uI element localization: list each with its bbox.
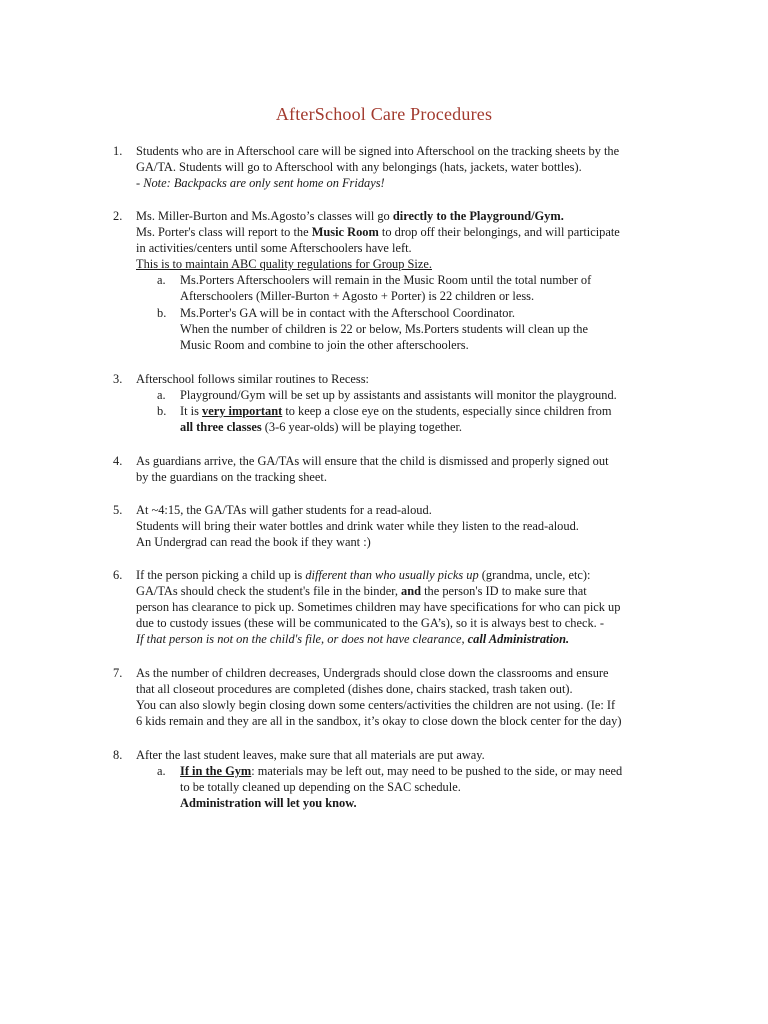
item-number: 4. — [113, 454, 123, 468]
item-text: Afterschool follows similar routines to Recess: — [136, 372, 369, 386]
item-text: in activities/centers until some Afterschoolers have left. — [136, 241, 412, 255]
item-text: You can also slowly begin closing down some centers/activities the children are not using. (Ie: If — [136, 698, 616, 712]
item-text: If that person is not on the child's file, or does not have clearance, call Administration. — [136, 632, 570, 646]
item-text: Ms. Miller-Burton and Ms.Agosto’s classes will go directly to the Playground/Gym. — [136, 209, 564, 223]
item-text: As guardians arrive, the GA/TAs will ensure that the child is dismissed and properly signed out — [136, 454, 609, 468]
sub-item-text: Ms.Porters Afterschoolers will remain in the Music Room until the total number of — [180, 273, 592, 287]
sub-item-text: If in the Gym: materials may be left out, may need to be pushed to the side, or may need — [180, 764, 623, 778]
item-text: GA/TA. Students will go to Afterschool with any belongings (hats, jackets, water bottles). — [136, 160, 582, 174]
sub-item-label: a. — [157, 273, 166, 287]
item-text: As the number of children decreases, Undergrads should close down the classrooms and ensure — [136, 666, 609, 680]
sub-item-text: to be totally cleaned up depending on the SAC schedule. — [180, 780, 461, 794]
item-text: that all closeout procedures are completed (dishes done, chairs stacked, trash taken out). — [136, 682, 573, 696]
item-text: 6 kids remain and they are all in the sandbox, it’s okay to close down the block center for the day) — [136, 714, 622, 728]
item-text: person has clearance to pick up. Sometimes children may have specifications for who can pick up — [136, 600, 621, 614]
item-number: 7. — [113, 666, 123, 680]
item-number: 3. — [113, 372, 123, 386]
item-number: 1. — [113, 144, 123, 158]
item-number: 8. — [113, 748, 123, 762]
item-note: - Note: Backpacks are only sent home on Fridays! — [136, 176, 385, 190]
item-number: 2. — [113, 209, 123, 223]
item-number: 5. — [113, 503, 123, 517]
item-number: 6. — [113, 568, 123, 582]
item-text: due to custody issues (these will be communicated to the GA’s), so it is always best to check. - — [136, 616, 604, 630]
sub-item-label: b. — [157, 306, 167, 320]
item-text: by the guardians on the tracking sheet. — [136, 470, 327, 484]
page-title: AfterSchool Care Procedures — [275, 104, 493, 124]
sub-item-text: Playground/Gym will be set up by assistants and assistants will monitor the playground. — [180, 388, 617, 402]
item-text: Students who are in Afterschool care will be signed into Afterschool on the tracking sheets by the — [136, 144, 620, 158]
sub-item-text: It is very important to keep a close eye on the students, especially since children from — [180, 404, 612, 418]
sub-item-label: a. — [157, 764, 166, 778]
sub-item-label: a. — [157, 388, 166, 402]
sub-item-text: all three classes (3-6 year-olds) will be playing together. — [180, 420, 463, 434]
item-text: This is to maintain ABC quality regulations for Group Size. — [136, 257, 432, 271]
item-text: Ms. Porter's class will report to the Music Room to drop off their belongings, and will participate — [136, 225, 620, 239]
sub-item-text: Ms.Porter's GA will be in contact with the Afterschool Coordinator. — [180, 306, 516, 320]
item-text: Students will bring their water bottles and drink water while they listen to the read-aloud. — [136, 519, 579, 533]
item-text: GA/TAs should check the student's file in the binder, and the person's ID to make sure that — [136, 584, 587, 598]
sub-item-text: When the number of children is 22 or below, Ms.Porters students will clean up the — [180, 322, 589, 336]
item-text: If the person picking a child up is different than who usually picks up (grandma, uncle, etc): — [136, 568, 591, 582]
item-text: After the last student leaves, make sure that all materials are put away. — [136, 748, 485, 762]
item-text: At ~4:15, the GA/TAs will gather students for a read-aloud. — [136, 503, 432, 517]
sub-item-text: Music Room and combine to join the other afterschoolers. — [180, 338, 469, 352]
sub-item-label: b. — [157, 404, 167, 418]
sub-item-text: Afterschoolers (Miller-Burton + Agosto + Porter) is 22 children or less. — [180, 289, 535, 303]
sub-item-text: Administration will let you know. — [180, 796, 357, 810]
item-text: An Undergrad can read the book if they want :) — [136, 535, 371, 549]
